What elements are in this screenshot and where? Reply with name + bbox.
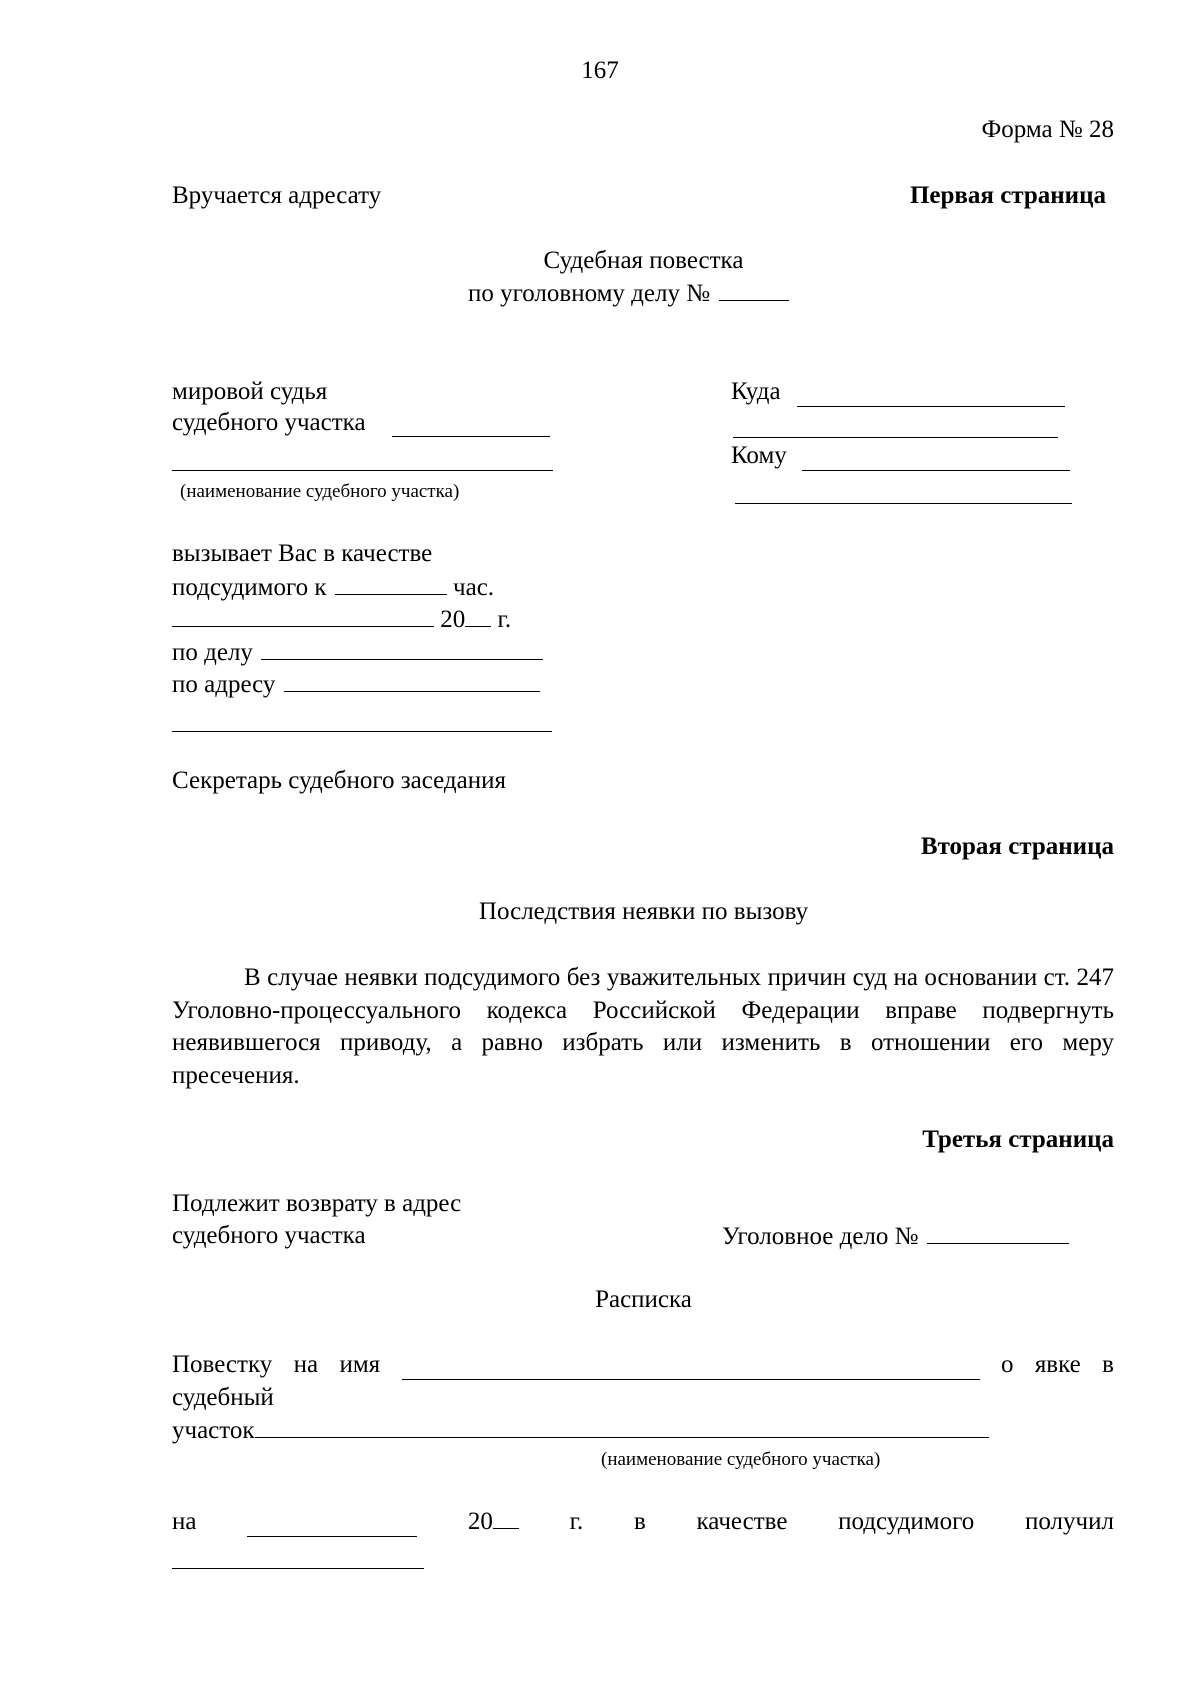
receipt-word-3: имя: [339, 1351, 381, 1378]
consequences-paragraph: [172, 962, 1114, 1092]
receipt-on: на: [172, 1508, 197, 1535]
where-label: Куда: [731, 378, 781, 405]
judge-title: мировой судья: [172, 378, 328, 405]
secretary-label: Секретарь судебного заседания: [172, 767, 506, 794]
summons-time-prefix: подсудимого к: [172, 574, 327, 601]
address-line: [172, 669, 540, 700]
case-label: по делу: [172, 639, 253, 666]
receipt-word-as: качестве: [696, 1508, 788, 1535]
receipt-year-group: [468, 1506, 519, 1537]
receipt-name-row: [172, 1350, 1114, 1380]
summons-title-case-label: по уголовному делу №: [468, 280, 711, 307]
where-blank-2: [733, 437, 1058, 438]
receipt-section-line: [172, 1415, 989, 1446]
receipt-line-2: судебный: [172, 1384, 274, 1411]
third-page-heading: Третья страница: [922, 1126, 1114, 1153]
whom-blank-2: [735, 503, 1072, 504]
receipt-word-defendant: подсудимого: [838, 1508, 975, 1535]
judge-section-blank: [392, 436, 550, 437]
case-line: [172, 637, 543, 668]
year-blank: [465, 604, 491, 627]
summons-date-line: [172, 604, 511, 635]
form-label: Форма № 28: [981, 116, 1114, 143]
page-number: 167: [581, 57, 619, 84]
year-suffix: г.: [497, 606, 512, 633]
receipt-word-5: явке: [1034, 1351, 1081, 1378]
receipt-word-1: Повестку: [172, 1351, 273, 1378]
summons-title-case: [468, 278, 789, 309]
case-blank: [261, 637, 543, 660]
judge-section: судебного участка: [172, 409, 366, 436]
receipt-signature-blank: [172, 1568, 424, 1569]
receipt-date-row: [172, 1506, 1114, 1537]
recipient-name-blank: [402, 1357, 980, 1380]
address-label: по адресу: [172, 671, 276, 698]
receipt-word-received: получил: [1024, 1508, 1114, 1535]
receipt-title: Расписка: [595, 1286, 692, 1313]
return-address-line1: Подлежит возврату в адрес: [172, 1190, 462, 1217]
receipt-word-2: на: [293, 1351, 319, 1378]
receipt-word-in: в: [633, 1508, 646, 1535]
summons-time-line: [172, 572, 494, 603]
receipt-section-label: участок: [172, 1417, 255, 1444]
return-address-line2: судебного участка: [172, 1222, 366, 1249]
receipt-year-blank: [493, 1506, 519, 1529]
receipt-year-prefix: 20: [467, 1508, 493, 1535]
receipt-section-caption: (наименование судебного участка): [601, 1449, 881, 1470]
consequences-text: В случае неявки подсудимого без уважительных причин суд на основании ст. 247 Уголовно-процессуального кодекса Российской Федерации вправе подвергнуть неявившегося приводу, а равно избрать или изменить в отношении его меру пресечения.: [172, 964, 1114, 1089]
section-name-blank: [172, 470, 553, 471]
criminal-case-blank: [927, 1221, 1069, 1244]
receipt-word-6: в: [1102, 1351, 1114, 1378]
whom-label: Кому: [731, 442, 787, 469]
date-blank: [172, 604, 434, 627]
time-blank: [335, 572, 447, 595]
year-prefix: 20: [440, 606, 466, 633]
address-blank-2: [172, 731, 552, 732]
where-blank: [797, 406, 1065, 407]
criminal-case-label: Уголовное дело №: [722, 1223, 919, 1250]
address-blank: [284, 669, 540, 692]
summons-title: Судебная повестка: [543, 247, 744, 274]
receipt-date-blank: [247, 1514, 417, 1537]
whom-blank: [802, 470, 1070, 471]
case-number-blank: [719, 278, 789, 301]
second-page-heading: Вторая страница: [920, 833, 1114, 860]
section-name-caption: (наименование судебного участка): [180, 481, 460, 502]
summons-role-line: вызывает Вас в качестве: [172, 540, 433, 567]
consequences-heading: Последствия неявки по вызову: [478, 898, 809, 925]
deliver-note: Вручается адресату: [172, 182, 382, 209]
first-page-heading: Первая страница: [909, 182, 1106, 209]
receipt-word-4: о: [1000, 1351, 1014, 1378]
summons-time-suffix: час.: [453, 574, 495, 601]
receipt-year-suffix: г.: [569, 1508, 584, 1535]
criminal-case-line: [722, 1221, 1069, 1252]
receipt-section-blank: [255, 1415, 989, 1438]
